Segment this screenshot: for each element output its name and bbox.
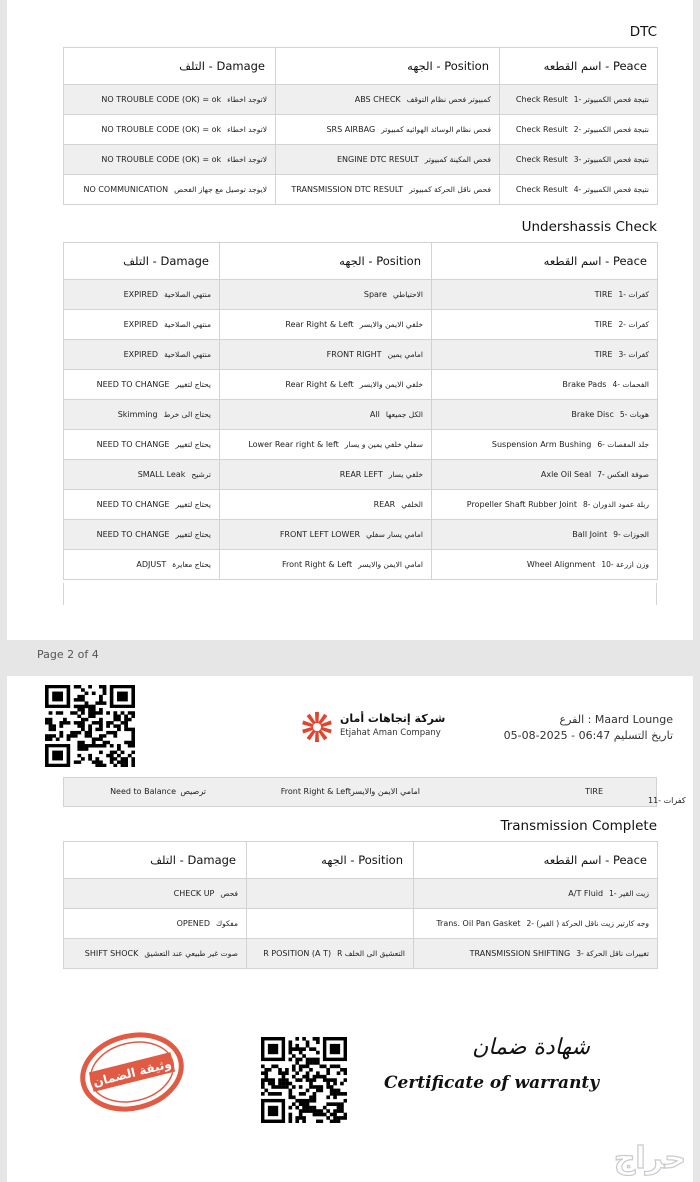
cell-peace bbox=[432, 280, 658, 310]
cell-peace-ar: 5- هوبات bbox=[619, 410, 649, 419]
transmission-section-title: Transmission Complete bbox=[500, 818, 657, 834]
cell-damage-en: SMALL Leak bbox=[137, 470, 186, 479]
cell-position-en: Front Right & Left bbox=[281, 560, 353, 569]
branch-info bbox=[504, 712, 673, 744]
cell-position bbox=[220, 520, 432, 550]
cell-peace-ar: 3- تغييرات ناقل الحركة bbox=[576, 949, 649, 958]
table-row bbox=[64, 400, 658, 430]
cell-damage-ar: يحتاج معايرة bbox=[172, 560, 211, 569]
header-peace: اسم القطعه - Peace bbox=[500, 48, 658, 85]
cell-position-en: Rear Right & Left bbox=[285, 320, 354, 329]
cell-damage-ar: يحتاج لتغيير bbox=[175, 380, 211, 389]
table-row bbox=[64, 370, 658, 400]
cell-position-en: TRANSMISSION DTC RESULT bbox=[291, 185, 404, 194]
cell-damage-en: NO TROUBLE CODE (OK) = ok bbox=[101, 125, 222, 134]
cell-peace bbox=[500, 175, 658, 205]
cell-peace-ar: 3- كفرات bbox=[618, 350, 649, 359]
dtc-table bbox=[63, 47, 658, 205]
cell-damage bbox=[64, 340, 220, 370]
cell-position-ar: فحص المكينة كمبيوتر bbox=[424, 155, 491, 164]
cell-damage bbox=[64, 310, 220, 340]
cell-damage bbox=[64, 550, 220, 580]
cell-position bbox=[220, 430, 432, 460]
table-row bbox=[64, 490, 658, 520]
header-peace: اسم القطعه - Peace bbox=[432, 243, 658, 280]
table-row bbox=[64, 85, 658, 115]
cell-damage-en: OPENED bbox=[176, 919, 210, 928]
cell-peace bbox=[500, 145, 658, 175]
cell-damage-en: CHECK UP bbox=[173, 889, 215, 898]
cell-peace-ar: 2- (وجه كارتير زيت ناقل الحركة ( القير bbox=[526, 919, 649, 928]
cell-position bbox=[276, 85, 500, 115]
cell-peace-en: Brake Pads bbox=[562, 380, 607, 389]
row-peace-en: TIRE bbox=[585, 787, 603, 796]
branch-line: الفرع : Maard Lounge bbox=[559, 713, 673, 726]
cell-damage bbox=[64, 520, 220, 550]
cell-peace-ar: 3- نتيجة فحص الكمبيوتر bbox=[573, 155, 649, 164]
company-name-english: Etjahat Aman Company bbox=[340, 728, 441, 738]
cell-position-en: REAR LEFT bbox=[339, 470, 383, 479]
table-header-row bbox=[64, 48, 658, 85]
warranty-stamp bbox=[78, 1030, 186, 1114]
cell-position-en: FRONT LEFT LOWER bbox=[279, 530, 361, 539]
cell-damage-ar: صوت غير طبيعي عند التعشيق bbox=[144, 949, 238, 958]
cell-peace-ar: 4- الفحمات bbox=[612, 380, 649, 389]
cell-peace-en: Check Result bbox=[515, 95, 568, 104]
cell-damage-en: NEED TO CHANGE bbox=[96, 380, 170, 389]
cell-damage-en: EXPIRED bbox=[123, 320, 159, 329]
table-row bbox=[64, 145, 658, 175]
table-row bbox=[64, 430, 658, 460]
cell-position-en: REAR bbox=[373, 500, 396, 509]
cell-peace bbox=[432, 310, 658, 340]
cell-position-ar: R التعشيق الى الخلف bbox=[337, 949, 405, 958]
cell-peace-en: Suspension Arm Bushing bbox=[491, 440, 592, 449]
header-peace: اسم القطعه - Peace bbox=[414, 842, 658, 879]
cell-peace-en: Check Result bbox=[515, 125, 568, 134]
qr-code-top bbox=[45, 685, 135, 767]
cell-peace bbox=[432, 460, 658, 490]
cell-damage-en: EXPIRED bbox=[123, 350, 159, 359]
cell-peace-ar: 2- كفرات bbox=[618, 320, 649, 329]
cell-position bbox=[220, 550, 432, 580]
cell-damage-ar: لايوجد توصيل مع جهاز الفحص bbox=[174, 185, 267, 194]
cell-position bbox=[247, 939, 414, 969]
undershassis-section-title: Undershassis Check bbox=[521, 219, 657, 235]
table-row bbox=[64, 310, 658, 340]
row-position-en: Front Right & Left bbox=[280, 787, 351, 796]
cell-peace bbox=[432, 400, 658, 430]
cell-peace-en: Check Result bbox=[515, 185, 568, 194]
certificate-of-warranty-heading bbox=[380, 1030, 600, 1100]
cell-position-ar: سفلي خلفي يمين و يسار bbox=[344, 440, 423, 449]
cell-damage-ar: فحص bbox=[220, 889, 238, 898]
sunburst-logo-icon bbox=[300, 710, 334, 744]
undershassis-table bbox=[63, 242, 658, 580]
cell-position-ar: امامي يسار سفلي bbox=[366, 530, 423, 539]
cell-damage bbox=[64, 430, 220, 460]
cell-peace bbox=[432, 370, 658, 400]
cell-damage bbox=[64, 175, 276, 205]
cell-peace-ar: 4- نتيجة فحص الكمبيوتر bbox=[573, 185, 649, 194]
cell-position bbox=[220, 280, 432, 310]
cell-peace-en: Ball Joint bbox=[572, 530, 608, 539]
cell-position bbox=[220, 400, 432, 430]
cell-peace-en: Wheel Alignment bbox=[526, 560, 596, 569]
cell-peace-en: Brake Disc bbox=[571, 410, 614, 419]
watermark-text: حراج bbox=[613, 1141, 686, 1176]
cell-peace bbox=[432, 340, 658, 370]
page-footer bbox=[0, 640, 700, 668]
cell-peace bbox=[432, 490, 658, 520]
cell-damage-en: NO COMMUNICATION bbox=[83, 185, 169, 194]
cell-peace bbox=[500, 115, 658, 145]
cell-damage bbox=[64, 939, 247, 969]
cell-damage-ar: لاتوجد اخطاء bbox=[227, 125, 267, 134]
cell-position-en: SRS AIRBAG bbox=[326, 125, 376, 134]
cell-position bbox=[276, 175, 500, 205]
cell-position bbox=[220, 490, 432, 520]
cert-title-arabic: شهادة ضمان bbox=[472, 1035, 590, 1060]
delivery-date-line: تاريخ التسليم 06:47 - 2025-08-05 bbox=[503, 729, 673, 742]
stamp-text: وثيقة الضمان bbox=[91, 1056, 173, 1090]
cell-position-ar: امامي يمين bbox=[387, 350, 423, 359]
cell-peace-ar: 1- نتيجة فحص الكمبيوتر bbox=[573, 95, 649, 104]
cell-damage-ar: يحتاج لتغيير bbox=[175, 500, 211, 509]
haraj-watermark bbox=[540, 1140, 690, 1176]
row-damage-ar: ترصيص bbox=[180, 787, 206, 796]
cell-peace-en: TIRE bbox=[594, 320, 613, 329]
cell-damage bbox=[64, 909, 247, 939]
cell-damage bbox=[64, 370, 220, 400]
cell-peace-en: TIRE bbox=[594, 350, 613, 359]
cell-peace bbox=[500, 85, 658, 115]
cell-damage-ar: يحتاج لتغيير bbox=[175, 530, 211, 539]
cell-position-en: ABS CHECK bbox=[354, 95, 401, 104]
cell-peace bbox=[414, 939, 658, 969]
table-row bbox=[64, 115, 658, 145]
header-position: الجهه - Position bbox=[247, 842, 414, 879]
header-damage: التلف - Damage bbox=[64, 243, 220, 280]
table-row bbox=[64, 280, 658, 310]
table-header-row bbox=[64, 842, 658, 879]
cell-damage bbox=[64, 115, 276, 145]
cell-damage-ar: لاتوجد اخطاء bbox=[227, 95, 267, 104]
cell-position-en: R POSITION (A T) bbox=[263, 949, 332, 958]
cell-position bbox=[220, 340, 432, 370]
cert-title-english: Certificate of warranty bbox=[384, 1073, 600, 1093]
cell-peace-ar: 6- جلد المقصات bbox=[597, 440, 649, 449]
cell-damage bbox=[64, 145, 276, 175]
cell-peace bbox=[414, 909, 658, 939]
cell-peace-ar: 7- صوفة العكس bbox=[597, 470, 649, 479]
page-number: Page 2 of 4 bbox=[37, 648, 99, 661]
cell-peace-en: Trans. Oil Pan Gasket bbox=[436, 919, 521, 928]
cell-position-ar: امامي الايمن والايسر bbox=[358, 560, 423, 569]
cell-damage-en: NEED TO CHANGE bbox=[96, 530, 170, 539]
cell-position-en: Rear Right & Left bbox=[285, 380, 354, 389]
cell-damage-ar: مفكوك bbox=[215, 919, 238, 928]
table-header-row bbox=[64, 243, 658, 280]
cell-damage-en: Skimming bbox=[117, 410, 158, 419]
cell-damage-en: ADJUST bbox=[136, 560, 167, 569]
cell-position bbox=[276, 145, 500, 175]
cell-damage-en: NEED TO CHANGE bbox=[96, 500, 170, 509]
cell-peace-ar: 2- نتيجة فحص الكمبيوتر bbox=[573, 125, 649, 134]
header-damage: التلف - Damage bbox=[64, 48, 276, 85]
qr-code-bottom bbox=[261, 1037, 347, 1123]
cell-peace-ar: 8- ربلة عمود الدوران bbox=[582, 500, 649, 509]
cell-damage-ar: منتهي الصلاحية bbox=[164, 290, 211, 299]
cell-damage bbox=[64, 460, 220, 490]
cell-position-en: Lower Rear right & left bbox=[248, 440, 339, 449]
cell-position-ar: الخلفي bbox=[401, 500, 423, 509]
cell-peace-en: Check Result bbox=[515, 155, 568, 164]
table-row bbox=[64, 175, 658, 205]
continued-table-row bbox=[63, 777, 686, 807]
table-row bbox=[64, 460, 658, 490]
header-position: الجهه - Position bbox=[276, 48, 500, 85]
table-row bbox=[64, 939, 658, 969]
cell-position-ar: كمبيوتر فحص نظام التوقف bbox=[406, 95, 491, 104]
cell-peace-ar: 9- الجوزات bbox=[613, 530, 649, 539]
cell-peace bbox=[432, 430, 658, 460]
cell-peace-ar: 10- وزن ازرعة bbox=[601, 560, 649, 569]
table-continuation-space bbox=[63, 583, 657, 605]
cell-peace-ar: 1- زيت القير bbox=[609, 889, 649, 898]
cell-position-en: All bbox=[369, 410, 380, 419]
row-position-ar: امامي الايمن والايسر bbox=[350, 787, 420, 796]
cell-peace bbox=[432, 550, 658, 580]
cell-damage-ar: لاتوجد اخطاء bbox=[227, 155, 267, 164]
table-row bbox=[64, 520, 658, 550]
cell-peace bbox=[414, 879, 658, 909]
cell-damage bbox=[64, 879, 247, 909]
cell-damage bbox=[64, 400, 220, 430]
cell-damage-en: NEED TO CHANGE bbox=[96, 440, 170, 449]
cell-position-ar: الكل جميعها bbox=[385, 410, 423, 419]
cell-position-ar: خلفي الايمن والايسر bbox=[359, 320, 423, 329]
cell-damage-ar: يحتاج الى خرط bbox=[163, 410, 211, 419]
cell-damage-en: NO TROUBLE CODE (OK) = ok bbox=[101, 95, 222, 104]
cell-position-en: ENGINE DTC RESULT bbox=[337, 155, 419, 164]
cell-position-ar: خلفي يسار bbox=[388, 470, 423, 479]
cell-position bbox=[220, 370, 432, 400]
cell-position-ar: فحص ناقل الحركة كمبيوتر bbox=[409, 185, 491, 194]
cell-damage-ar: ترشيح bbox=[191, 470, 211, 479]
cell-position bbox=[276, 115, 500, 145]
row-peace-ar: 11- كفرات bbox=[648, 796, 686, 805]
cell-peace bbox=[432, 520, 658, 550]
cell-damage-ar: منتهي الصلاحية bbox=[164, 320, 211, 329]
cell-position bbox=[220, 460, 432, 490]
cell-position-ar: الاحتياطي bbox=[392, 290, 423, 299]
cell-peace-en: A/T Fluid bbox=[568, 889, 604, 898]
cell-position-ar: خلفي الايمن والايسر bbox=[359, 380, 423, 389]
cell-peace-en: TRANSMISSION SHIFTING bbox=[469, 949, 571, 958]
cell-position-ar: فحص نظام الوسائد الهوائيه كمبيوتر bbox=[381, 125, 491, 134]
table-row bbox=[64, 879, 658, 909]
cell-damage bbox=[64, 280, 220, 310]
cell-position bbox=[247, 879, 414, 909]
cell-position-en: Spare bbox=[363, 290, 387, 299]
cell-damage-ar: منتهي الصلاحية bbox=[164, 350, 211, 359]
company-logo bbox=[300, 710, 450, 744]
header-position: الجهه - Position bbox=[220, 243, 432, 280]
cell-peace-en: Propeller Shaft Rubber Joint bbox=[466, 500, 577, 509]
cell-position bbox=[247, 909, 414, 939]
cell-damage-en: EXPIRED bbox=[123, 290, 159, 299]
cell-damage-ar: يحتاج لتغيير bbox=[175, 440, 211, 449]
cell-damage-en: SHIFT SHOCK bbox=[84, 949, 139, 958]
transmission-table bbox=[63, 841, 658, 969]
row-damage-en: Need to Balance bbox=[110, 787, 176, 796]
header-damage: التلف - Damage bbox=[64, 842, 247, 879]
cell-position bbox=[220, 310, 432, 340]
cell-damage bbox=[64, 490, 220, 520]
cell-damage bbox=[64, 85, 276, 115]
dtc-section-title: DTC bbox=[629, 24, 657, 40]
cell-damage-en: NO TROUBLE CODE (OK) = ok bbox=[101, 155, 222, 164]
cell-peace-ar: 1- كفرات bbox=[618, 290, 649, 299]
cell-peace-en: TIRE bbox=[594, 290, 613, 299]
cell-position-en: FRONT RIGHT bbox=[326, 350, 382, 359]
table-row bbox=[64, 909, 658, 939]
table-row bbox=[64, 340, 658, 370]
company-name-arabic: شركة إتجاهات أمان bbox=[340, 712, 446, 725]
table-row bbox=[64, 550, 658, 580]
cell-peace-en: Axle Oil Seal bbox=[540, 470, 592, 479]
